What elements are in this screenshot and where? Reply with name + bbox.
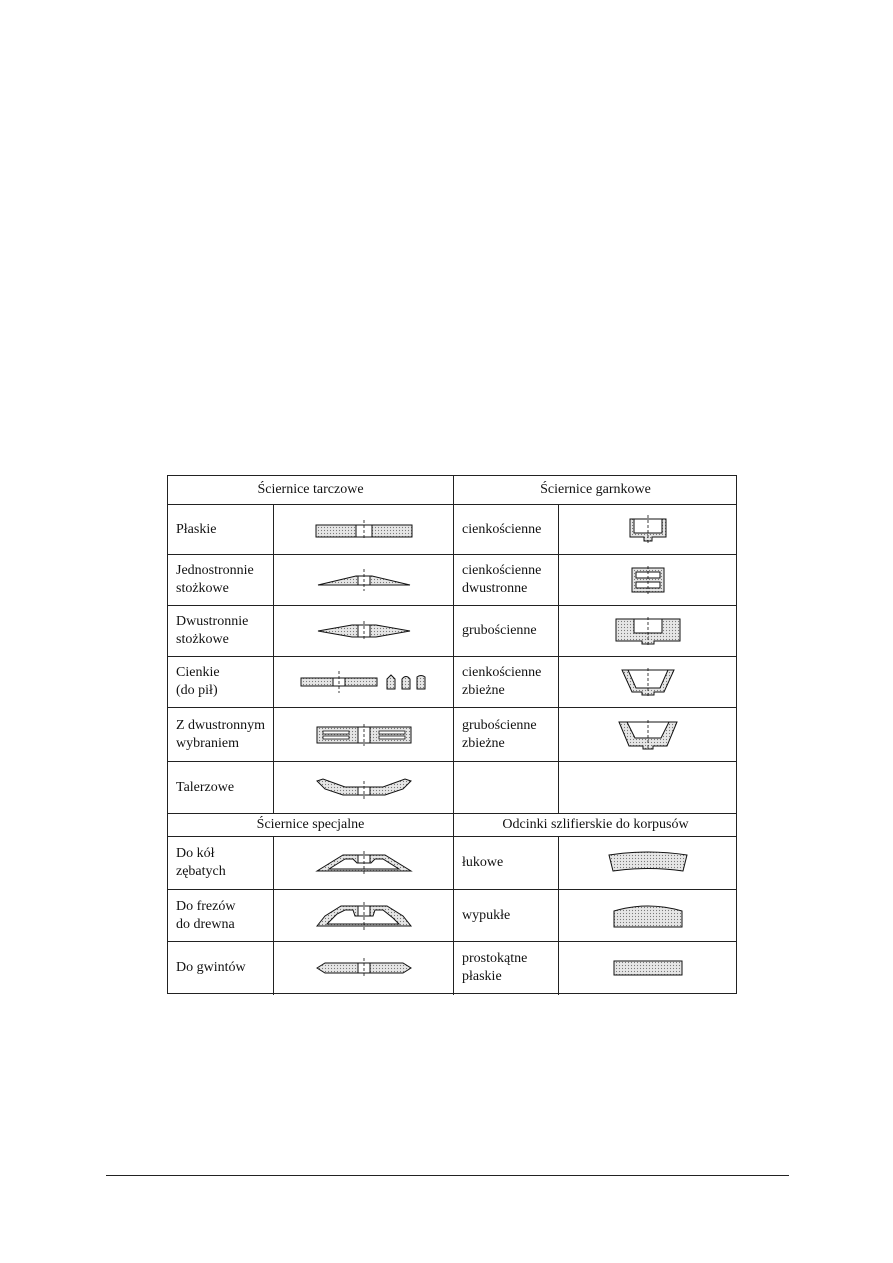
row-label-talerzowe: Talerzowe (176, 779, 235, 795)
convex-segment-icon (559, 890, 737, 941)
thread-disc-icon (274, 942, 453, 994)
arc-segment-icon (559, 837, 737, 889)
footer-rule (106, 1175, 789, 1176)
header-cup-wheels: Ściernice garnkowe (540, 482, 651, 497)
header-segments: Odcinki szlifierskie do korpusów (502, 817, 689, 832)
row-label-cienkoscienne-zbiezne: cienkościenne zbieżne (462, 665, 542, 698)
thick-cup-icon (559, 606, 737, 656)
thick-flaring-cup-icon (559, 708, 737, 761)
single-taper-disc-icon (274, 555, 453, 605)
rect-segment-icon (559, 942, 737, 994)
double-taper-disc-icon (274, 606, 453, 656)
header-special-wheels: Ściernice specjalne (256, 817, 365, 832)
gear-wheel-disc-icon (274, 837, 453, 889)
thin-cup-icon (559, 505, 737, 554)
row-label-wypukle: wypukłe (462, 907, 511, 923)
row-label-plaskie: Płaskie (176, 521, 217, 537)
row-label-gruboscienne-zbiezne: grubościenne zbieżne (462, 717, 537, 751)
row-label-do-kol: Do kół zębatych (176, 846, 226, 879)
thin-flaring-cup-icon (559, 657, 737, 707)
double-thin-cup-icon (559, 555, 737, 605)
flat-disc-icon (274, 505, 453, 554)
dish-wheel-icon (274, 762, 453, 813)
row-label-z-dwustronnym: Z dwustronnym wybraniem (176, 717, 266, 751)
row-label-cienkoscienne: cienkościenne (462, 521, 542, 537)
row-label-dwustronnie: Dwustronnie stożkowe (176, 614, 249, 647)
recessed-disc-icon (274, 708, 453, 761)
row-label-do-frezow: Do frezów do drewna (176, 898, 236, 932)
grinding-wheel-table (167, 475, 737, 994)
header-disc-wheels: Ściernice tarczowe (257, 482, 364, 497)
row-label-prostokatne: prostokątne płaskie (462, 951, 528, 984)
row-label-lukowe: łukowe (462, 855, 504, 870)
row-label-jednostronnie: Jednostronnie stożkowe (176, 563, 254, 596)
wood-cutter-disc-icon (274, 890, 453, 941)
row-label-cienkie: Cienkie (do pił) (176, 665, 220, 698)
row-label-cienkoscienne-dwustronne: cienkościenne dwustronne (462, 563, 542, 596)
row-label-do-gwintow: Do gwintów (176, 960, 246, 975)
row-label-gruboscienne: grubościenne (462, 623, 537, 638)
thin-saw-disc-icon (274, 657, 453, 707)
